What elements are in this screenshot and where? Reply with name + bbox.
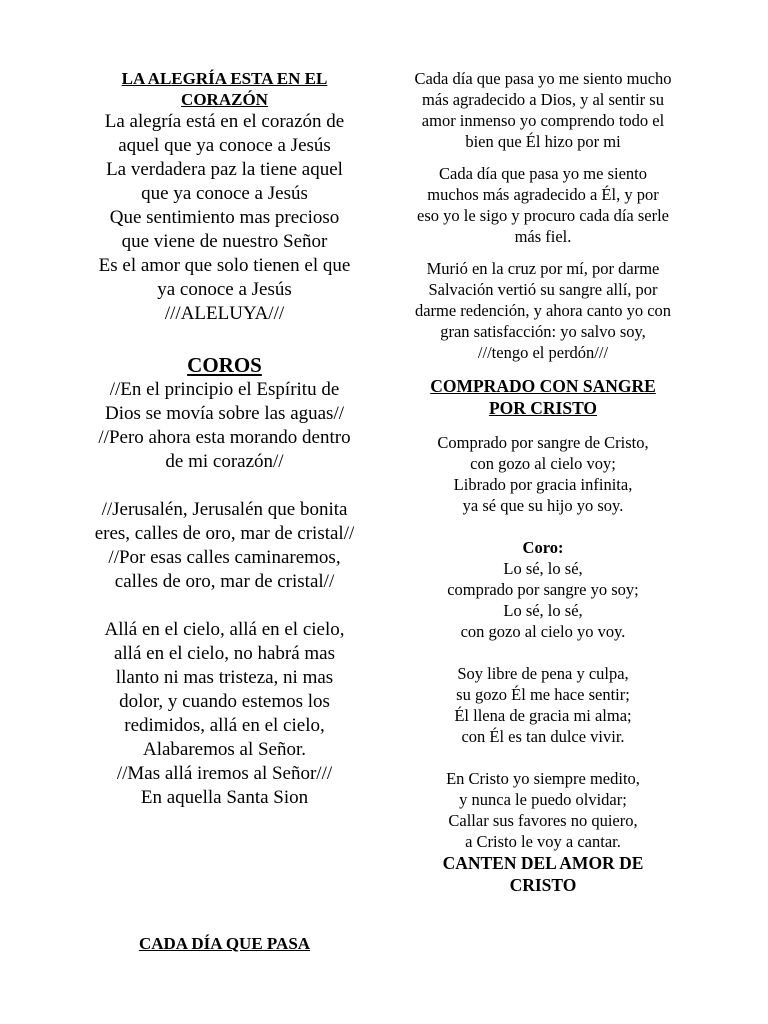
lyric-line: En aquella Santa Sion — [140, 787, 309, 808]
stanza-gap — [72, 594, 377, 618]
lyric-line: redimidos, allá en el cielo, — [124, 715, 325, 736]
coro-label: Coro: — [522, 538, 564, 557]
lyric-line: Allá en el cielo, allá en el cielo, — [104, 619, 345, 640]
lyric-line: Murió en la cruz por mí, por darme — [426, 259, 660, 278]
lyric-line: //Por esas calles caminaremos, — [108, 547, 341, 568]
lyric-line: En Cristo yo siempre medito, — [446, 769, 640, 788]
lyric-line: dolor, y cuando estemos los — [119, 691, 330, 712]
lyric-line: Librado por gracia infinita, — [453, 475, 633, 494]
lyric-line: La alegría está en el corazón de — [104, 111, 345, 132]
lyrics-stanza — [72, 618, 377, 810]
lyric-line: //Pero ahora esta morando dentro — [98, 427, 351, 448]
lyrics-stanza — [388, 432, 698, 516]
song-title-canten — [388, 852, 698, 896]
lyrics-stanza — [388, 663, 698, 747]
lyrics-stanza — [72, 378, 377, 474]
lyric-line: Que sentimiento mas precioso — [109, 207, 340, 228]
title-line: CORAZÓN — [181, 90, 268, 109]
stanza-gap — [72, 474, 377, 498]
stanza-gap — [388, 747, 698, 768]
lyric-line: con gozo al cielo voy; — [470, 454, 616, 473]
title-line: CRISTO — [509, 875, 577, 895]
lyric-line: bien que Él hizo por mi — [465, 132, 621, 151]
lyric-line: más fiel. — [514, 227, 572, 246]
lyric-line: su gozo Él me hace sentir; — [456, 685, 630, 704]
lyric-line: ya conoce a Jesús — [157, 279, 292, 300]
lyric-line: gran satisfacción: yo salvo soy, — [440, 322, 646, 341]
lyric-line: Soy libre de pena y culpa, — [457, 664, 629, 683]
lyric-line: //Jerusalén, Jerusalén que bonita — [101, 499, 348, 520]
lyric-line: muchos más agradecido a Él, y por — [427, 185, 659, 204]
lyric-line: Alabaremos al Señor. — [142, 739, 307, 760]
lyric-line: ///tengo el perdón/// — [477, 343, 609, 362]
right-column — [388, 68, 698, 896]
lyric-line: Salvación vertió su sangre allí, por — [428, 280, 658, 299]
lyric-line: Comprado por sangre de Cristo, — [437, 433, 649, 452]
lyric-line: eso yo le sigo y procuro cada día serle — [417, 206, 669, 225]
song-title-alegria — [72, 68, 377, 110]
lyric-line: ya sé que su hijo yo soy. — [462, 496, 624, 515]
lyric-line: Cada día que pasa yo me siento mucho — [414, 69, 672, 88]
lyric-line: comprado por sangre yo soy; — [447, 580, 639, 599]
lyric-line: Callar sus favores no quiero, — [448, 811, 638, 830]
title-line: CANTEN DEL AMOR DE — [442, 853, 644, 873]
lyric-line: Dios se movía sobre las aguas// — [104, 403, 345, 424]
stanza-gap — [388, 516, 698, 537]
lyric-line: eres, calles de oro, mar de cristal// — [94, 523, 355, 544]
lyric-line: darme redención, y ahora canto yo con — [414, 301, 672, 320]
lyrics-stanza — [72, 498, 377, 594]
song-title-cada-dia: CADA DÍA QUE PASA — [138, 934, 311, 953]
lyrics-stanza — [388, 163, 698, 247]
lyric-line: Lo sé, lo sé, — [503, 559, 583, 578]
lyric-line: de mi corazón// — [165, 451, 284, 472]
lyric-line: Cada día que pasa yo me siento — [438, 164, 648, 183]
lyric-line: calles de oro, mar de cristal// — [114, 571, 335, 592]
lyric-line: que viene de nuestro Señor — [121, 231, 328, 252]
lyrics-stanza — [388, 768, 698, 852]
title-line: LA ALEGRÍA ESTA EN EL — [121, 69, 328, 88]
lyric-line: que ya conoce a Jesús — [141, 183, 308, 204]
lyric-line: Lo sé, lo sé, — [503, 601, 583, 620]
lyrics-stanza — [72, 110, 377, 326]
stanza-gap — [388, 642, 698, 663]
lyric-line: y nunca le puedo olvidar; — [459, 790, 627, 809]
lyric-line: amor inmenso yo comprendo todo el — [421, 111, 665, 130]
lyric-line: llanto ni mas tristeza, ni mas — [115, 667, 334, 688]
lyric-line: con Él es tan dulce vivir. — [461, 727, 625, 746]
lyric-line: La verdadera paz la tiene aquel — [106, 159, 343, 180]
lyric-line: más agradecido a Dios, y al sentir su — [422, 90, 664, 109]
lyric-line: con gozo al cielo yo voy. — [460, 622, 626, 641]
lyric-line: allá en el cielo, no habrá mas — [113, 643, 336, 664]
lyrics-stanza — [388, 258, 698, 363]
title-line: COMPRADO CON SANGRE — [430, 376, 656, 396]
left-column — [72, 68, 377, 810]
section-title-coros: COROS — [187, 353, 262, 377]
song-title-comprado — [388, 375, 698, 419]
lyric-line: a Cristo le voy a cantar. — [465, 832, 621, 851]
lyrics-stanza — [388, 537, 698, 642]
lyric-line: //En el principio el Espíritu de — [109, 379, 340, 400]
lyric-line: //Mas allá iremos al Señor/// — [116, 763, 333, 784]
lyric-line: Él llena de gracia mi alma; — [454, 706, 632, 725]
title-line: POR CRISTO — [488, 398, 598, 418]
lyrics-stanza — [388, 68, 698, 152]
lyric-line: aquel que ya conoce a Jesús — [118, 135, 331, 156]
lyric-line: Es el amor que solo tienen el que — [98, 255, 351, 276]
lyric-line: ///ALELUYA/// — [164, 303, 285, 324]
